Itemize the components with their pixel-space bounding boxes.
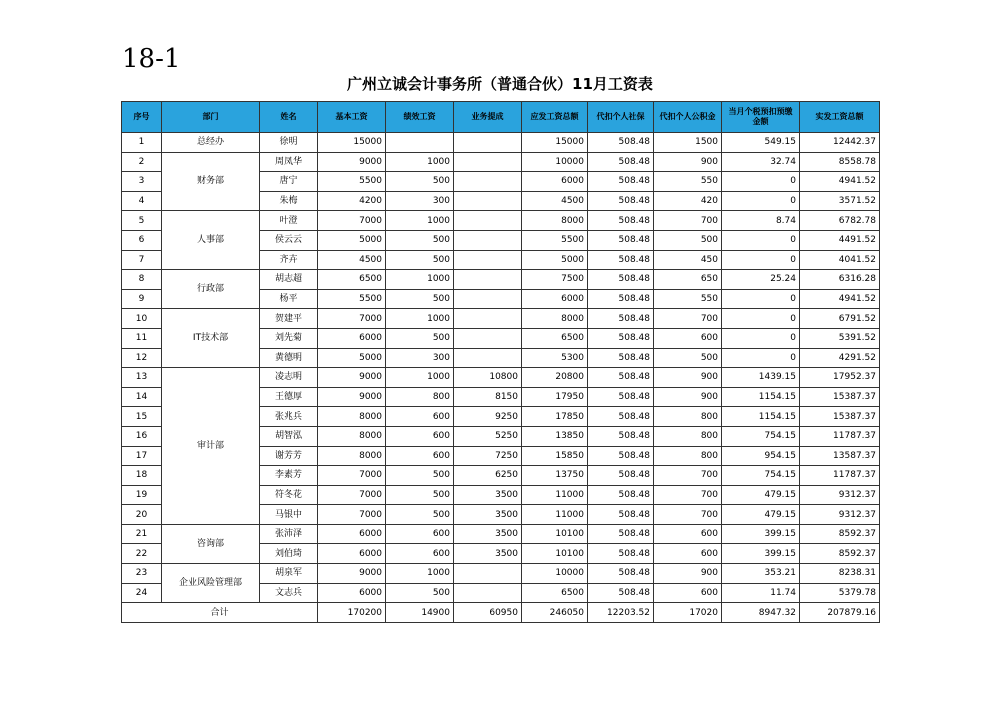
social-security-cell: 508.48 bbox=[588, 524, 654, 544]
gross-pay-cell: 5500 bbox=[522, 230, 588, 250]
col-header-net: 实发工资总额 bbox=[800, 102, 880, 133]
housing-fund-cell: 700 bbox=[654, 466, 722, 486]
income-tax-cell: 0 bbox=[722, 191, 800, 211]
table-row bbox=[122, 564, 880, 584]
department-cell: 审计部 bbox=[162, 368, 260, 525]
employee-name-cell: 徐明 bbox=[260, 133, 318, 153]
performance-pay-cell: 500 bbox=[386, 466, 454, 486]
social-security-cell: 508.48 bbox=[588, 172, 654, 192]
gross-pay-cell: 10000 bbox=[522, 564, 588, 584]
row-number-cell: 1 bbox=[122, 133, 162, 153]
social-security-cell: 508.48 bbox=[588, 368, 654, 388]
employee-name-cell: 马银中 bbox=[260, 505, 318, 525]
base-salary-cell: 7000 bbox=[318, 309, 386, 329]
housing-fund-cell: 900 bbox=[654, 152, 722, 172]
net-pay-cell: 5379.78 bbox=[800, 583, 880, 603]
employee-name-cell: 贺建平 bbox=[260, 309, 318, 329]
performance-pay-cell: 600 bbox=[386, 426, 454, 446]
social-security-cell: 508.48 bbox=[588, 446, 654, 466]
commission-cell bbox=[454, 309, 522, 329]
net-pay-cell: 6782.78 bbox=[800, 211, 880, 231]
row-number-cell: 2 bbox=[122, 152, 162, 172]
net-pay-cell: 4941.52 bbox=[800, 289, 880, 309]
performance-pay-cell: 500 bbox=[386, 230, 454, 250]
commission-cell bbox=[454, 289, 522, 309]
commission-cell: 9250 bbox=[454, 407, 522, 427]
housing-fund-cell: 550 bbox=[654, 289, 722, 309]
base-salary-cell: 5000 bbox=[318, 230, 386, 250]
performance-pay-cell: 500 bbox=[386, 583, 454, 603]
row-number-cell: 18 bbox=[122, 466, 162, 486]
row-number-cell: 11 bbox=[122, 328, 162, 348]
gross-pay-cell: 6000 bbox=[522, 172, 588, 192]
base-salary-cell: 4200 bbox=[318, 191, 386, 211]
employee-name-cell: 侯云云 bbox=[260, 230, 318, 250]
employee-name-cell: 张兆兵 bbox=[260, 407, 318, 427]
gross-pay-cell: 5000 bbox=[522, 250, 588, 270]
social-security-cell: 508.48 bbox=[588, 407, 654, 427]
row-number-cell: 15 bbox=[122, 407, 162, 427]
commission-cell: 6250 bbox=[454, 466, 522, 486]
base-salary-cell: 6000 bbox=[318, 524, 386, 544]
housing-fund-cell: 1500 bbox=[654, 133, 722, 153]
housing-fund-cell: 800 bbox=[654, 407, 722, 427]
base-salary-cell: 7000 bbox=[318, 485, 386, 505]
gross-pay-cell: 20800 bbox=[522, 368, 588, 388]
housing-fund-cell: 900 bbox=[654, 387, 722, 407]
net-pay-cell: 15387.37 bbox=[800, 387, 880, 407]
table-row bbox=[122, 309, 880, 329]
commission-cell bbox=[454, 250, 522, 270]
col-header-social-security: 代扣个人社保 bbox=[588, 102, 654, 133]
housing-fund-cell: 650 bbox=[654, 270, 722, 290]
income-tax-cell: 353.21 bbox=[722, 564, 800, 584]
commission-cell bbox=[454, 230, 522, 250]
housing-fund-cell: 700 bbox=[654, 309, 722, 329]
table-header-row bbox=[122, 102, 880, 133]
income-tax-cell: 0 bbox=[722, 328, 800, 348]
base-salary-cell: 5500 bbox=[318, 289, 386, 309]
net-pay-cell: 4291.52 bbox=[800, 348, 880, 368]
table-row bbox=[122, 368, 880, 388]
row-number-cell: 23 bbox=[122, 564, 162, 584]
row-number-cell: 14 bbox=[122, 387, 162, 407]
base-salary-cell: 8000 bbox=[318, 426, 386, 446]
col-header-commission: 业务提成 bbox=[454, 102, 522, 133]
net-pay-cell: 5391.52 bbox=[800, 328, 880, 348]
social-security-cell: 508.48 bbox=[588, 485, 654, 505]
net-pay-cell: 8238.31 bbox=[800, 564, 880, 584]
employee-name-cell: 胡智泓 bbox=[260, 426, 318, 446]
row-number-cell: 8 bbox=[122, 270, 162, 290]
base-salary-cell: 9000 bbox=[318, 368, 386, 388]
table-row bbox=[122, 152, 880, 172]
performance-pay-cell: 1000 bbox=[386, 152, 454, 172]
commission-cell bbox=[454, 328, 522, 348]
row-number-cell: 19 bbox=[122, 485, 162, 505]
income-tax-cell: 479.15 bbox=[722, 505, 800, 525]
housing-fund-cell: 700 bbox=[654, 485, 722, 505]
department-cell: 咨询部 bbox=[162, 524, 260, 563]
social-security-cell: 508.48 bbox=[588, 191, 654, 211]
employee-name-cell: 黄德明 bbox=[260, 348, 318, 368]
social-security-cell: 508.48 bbox=[588, 152, 654, 172]
income-tax-cell: 0 bbox=[722, 309, 800, 329]
row-number-cell: 20 bbox=[122, 505, 162, 525]
net-pay-cell: 8592.37 bbox=[800, 544, 880, 564]
net-pay-cell: 6791.52 bbox=[800, 309, 880, 329]
department-cell: 人事部 bbox=[162, 211, 260, 270]
employee-name-cell: 文志兵 bbox=[260, 583, 318, 603]
base-salary-cell: 9000 bbox=[318, 564, 386, 584]
social-security-cell: 508.48 bbox=[588, 328, 654, 348]
social-security-cell: 508.48 bbox=[588, 544, 654, 564]
income-tax-cell: 1154.15 bbox=[722, 387, 800, 407]
col-header-perf: 绩效工资 bbox=[386, 102, 454, 133]
housing-fund-cell: 800 bbox=[654, 446, 722, 466]
commission-cell: 3500 bbox=[454, 544, 522, 564]
commission-cell bbox=[454, 583, 522, 603]
income-tax-cell: 32.74 bbox=[722, 152, 800, 172]
gross-pay-cell: 5300 bbox=[522, 348, 588, 368]
col-header-no: 序号 bbox=[122, 102, 162, 133]
employee-name-cell: 胡泉军 bbox=[260, 564, 318, 584]
income-tax-cell: 0 bbox=[722, 230, 800, 250]
net-pay-cell: 17952.37 bbox=[800, 368, 880, 388]
net-pay-cell: 13587.37 bbox=[800, 446, 880, 466]
commission-cell bbox=[454, 133, 522, 153]
social-security-cell: 508.48 bbox=[588, 133, 654, 153]
income-tax-cell: 954.15 bbox=[722, 446, 800, 466]
totals-commission: 60950 bbox=[454, 603, 522, 623]
social-security-cell: 508.48 bbox=[588, 466, 654, 486]
net-pay-cell: 8592.37 bbox=[800, 524, 880, 544]
commission-cell bbox=[454, 172, 522, 192]
col-header-name: 姓名 bbox=[260, 102, 318, 133]
base-salary-cell: 5000 bbox=[318, 348, 386, 368]
gross-pay-cell: 10000 bbox=[522, 152, 588, 172]
employee-name-cell: 叶澄 bbox=[260, 211, 318, 231]
net-pay-cell: 4041.52 bbox=[800, 250, 880, 270]
performance-pay-cell: 800 bbox=[386, 387, 454, 407]
employee-name-cell: 刘伯琦 bbox=[260, 544, 318, 564]
net-pay-cell: 11787.37 bbox=[800, 466, 880, 486]
net-pay-cell: 12442.37 bbox=[800, 133, 880, 153]
base-salary-cell: 15000 bbox=[318, 133, 386, 153]
housing-fund-cell: 420 bbox=[654, 191, 722, 211]
performance-pay-cell: 500 bbox=[386, 328, 454, 348]
net-pay-cell: 6316.28 bbox=[800, 270, 880, 290]
social-security-cell: 508.48 bbox=[588, 583, 654, 603]
gross-pay-cell: 13850 bbox=[522, 426, 588, 446]
housing-fund-cell: 600 bbox=[654, 328, 722, 348]
net-pay-cell: 8558.78 bbox=[800, 152, 880, 172]
commission-cell bbox=[454, 191, 522, 211]
table-row bbox=[122, 211, 880, 231]
social-security-cell: 508.48 bbox=[588, 289, 654, 309]
performance-pay-cell: 1000 bbox=[386, 270, 454, 290]
row-number-cell: 12 bbox=[122, 348, 162, 368]
gross-pay-cell: 7500 bbox=[522, 270, 588, 290]
page-number: 18-1 bbox=[122, 44, 181, 74]
income-tax-cell: 0 bbox=[722, 172, 800, 192]
income-tax-cell: 8.74 bbox=[722, 211, 800, 231]
social-security-cell: 508.48 bbox=[588, 211, 654, 231]
gross-pay-cell: 8000 bbox=[522, 211, 588, 231]
col-header-housing-fund: 代扣个人公积金 bbox=[654, 102, 722, 133]
base-salary-cell: 6500 bbox=[318, 270, 386, 290]
income-tax-cell: 399.15 bbox=[722, 544, 800, 564]
housing-fund-cell: 450 bbox=[654, 250, 722, 270]
gross-pay-cell: 8000 bbox=[522, 309, 588, 329]
base-salary-cell: 4500 bbox=[318, 250, 386, 270]
performance-pay-cell: 500 bbox=[386, 172, 454, 192]
housing-fund-cell: 600 bbox=[654, 524, 722, 544]
totals-housing-fund: 17020 bbox=[654, 603, 722, 623]
row-number-cell: 10 bbox=[122, 309, 162, 329]
performance-pay-cell: 500 bbox=[386, 505, 454, 525]
net-pay-cell: 11787.37 bbox=[800, 426, 880, 446]
gross-pay-cell: 6500 bbox=[522, 583, 588, 603]
row-number-cell: 9 bbox=[122, 289, 162, 309]
totals-tax: 8947.32 bbox=[722, 603, 800, 623]
employee-name-cell: 谢芳芳 bbox=[260, 446, 318, 466]
performance-pay-cell: 500 bbox=[386, 289, 454, 309]
totals-base: 170200 bbox=[318, 603, 386, 623]
employee-name-cell: 凌志明 bbox=[260, 368, 318, 388]
gross-pay-cell: 4500 bbox=[522, 191, 588, 211]
income-tax-cell: 549.15 bbox=[722, 133, 800, 153]
performance-pay-cell: 1000 bbox=[386, 211, 454, 231]
base-salary-cell: 7000 bbox=[318, 505, 386, 525]
base-salary-cell: 9000 bbox=[318, 387, 386, 407]
commission-cell bbox=[454, 348, 522, 368]
department-cell: 行政部 bbox=[162, 270, 260, 309]
row-number-cell: 5 bbox=[122, 211, 162, 231]
commission-cell: 3500 bbox=[454, 524, 522, 544]
employee-name-cell: 齐卉 bbox=[260, 250, 318, 270]
commission-cell bbox=[454, 211, 522, 231]
commission-cell bbox=[454, 270, 522, 290]
commission-cell: 10800 bbox=[454, 368, 522, 388]
gross-pay-cell: 6000 bbox=[522, 289, 588, 309]
employee-name-cell: 刘先菊 bbox=[260, 328, 318, 348]
performance-pay-cell bbox=[386, 133, 454, 153]
net-pay-cell: 4491.52 bbox=[800, 230, 880, 250]
gross-pay-cell: 17850 bbox=[522, 407, 588, 427]
employee-name-cell: 唐宁 bbox=[260, 172, 318, 192]
row-number-cell: 7 bbox=[122, 250, 162, 270]
income-tax-cell: 25.24 bbox=[722, 270, 800, 290]
income-tax-cell: 0 bbox=[722, 289, 800, 309]
employee-name-cell: 李素芳 bbox=[260, 466, 318, 486]
performance-pay-cell: 300 bbox=[386, 348, 454, 368]
social-security-cell: 508.48 bbox=[588, 348, 654, 368]
net-pay-cell: 4941.52 bbox=[800, 172, 880, 192]
social-security-cell: 508.48 bbox=[588, 387, 654, 407]
base-salary-cell: 8000 bbox=[318, 446, 386, 466]
base-salary-cell: 7000 bbox=[318, 466, 386, 486]
employee-name-cell: 王德厚 bbox=[260, 387, 318, 407]
commission-cell: 7250 bbox=[454, 446, 522, 466]
housing-fund-cell: 550 bbox=[654, 172, 722, 192]
department-cell: IT技术部 bbox=[162, 309, 260, 368]
social-security-cell: 508.48 bbox=[588, 270, 654, 290]
base-salary-cell: 6000 bbox=[318, 328, 386, 348]
housing-fund-cell: 600 bbox=[654, 544, 722, 564]
base-salary-cell: 6000 bbox=[318, 544, 386, 564]
gross-pay-cell: 6500 bbox=[522, 328, 588, 348]
totals-perf: 14900 bbox=[386, 603, 454, 623]
gross-pay-cell: 17950 bbox=[522, 387, 588, 407]
row-number-cell: 17 bbox=[122, 446, 162, 466]
income-tax-cell: 1154.15 bbox=[722, 407, 800, 427]
performance-pay-cell: 600 bbox=[386, 446, 454, 466]
row-number-cell: 3 bbox=[122, 172, 162, 192]
social-security-cell: 508.48 bbox=[588, 564, 654, 584]
totals-social-security: 12203.52 bbox=[588, 603, 654, 623]
commission-cell: 8150 bbox=[454, 387, 522, 407]
social-security-cell: 508.48 bbox=[588, 309, 654, 329]
gross-pay-cell: 15850 bbox=[522, 446, 588, 466]
row-number-cell: 24 bbox=[122, 583, 162, 603]
totals-row bbox=[122, 603, 880, 623]
performance-pay-cell: 600 bbox=[386, 544, 454, 564]
totals-net: 207879.16 bbox=[800, 603, 880, 623]
performance-pay-cell: 300 bbox=[386, 191, 454, 211]
performance-pay-cell: 1000 bbox=[386, 309, 454, 329]
commission-cell bbox=[454, 564, 522, 584]
income-tax-cell: 754.15 bbox=[722, 466, 800, 486]
row-number-cell: 16 bbox=[122, 426, 162, 446]
housing-fund-cell: 900 bbox=[654, 368, 722, 388]
social-security-cell: 508.48 bbox=[588, 230, 654, 250]
col-header-dept: 部门 bbox=[162, 102, 260, 133]
social-security-cell: 508.48 bbox=[588, 505, 654, 525]
employee-name-cell: 胡志超 bbox=[260, 270, 318, 290]
housing-fund-cell: 800 bbox=[654, 426, 722, 446]
row-number-cell: 6 bbox=[122, 230, 162, 250]
gross-pay-cell: 13750 bbox=[522, 466, 588, 486]
housing-fund-cell: 700 bbox=[654, 505, 722, 525]
performance-pay-cell: 500 bbox=[386, 250, 454, 270]
performance-pay-cell: 1000 bbox=[386, 368, 454, 388]
housing-fund-cell: 900 bbox=[654, 564, 722, 584]
net-pay-cell: 15387.37 bbox=[800, 407, 880, 427]
row-number-cell: 21 bbox=[122, 524, 162, 544]
income-tax-cell: 0 bbox=[722, 250, 800, 270]
performance-pay-cell: 500 bbox=[386, 485, 454, 505]
row-number-cell: 4 bbox=[122, 191, 162, 211]
housing-fund-cell: 600 bbox=[654, 583, 722, 603]
income-tax-cell: 754.15 bbox=[722, 426, 800, 446]
base-salary-cell: 9000 bbox=[318, 152, 386, 172]
social-security-cell: 508.48 bbox=[588, 426, 654, 446]
employee-name-cell: 张沛泽 bbox=[260, 524, 318, 544]
net-pay-cell: 9312.37 bbox=[800, 485, 880, 505]
employee-name-cell: 杨平 bbox=[260, 289, 318, 309]
gross-pay-cell: 10100 bbox=[522, 544, 588, 564]
gross-pay-cell: 10100 bbox=[522, 524, 588, 544]
table-row bbox=[122, 133, 880, 153]
income-tax-cell: 11.74 bbox=[722, 583, 800, 603]
performance-pay-cell: 600 bbox=[386, 524, 454, 544]
net-pay-cell: 9312.37 bbox=[800, 505, 880, 525]
commission-cell: 3500 bbox=[454, 505, 522, 525]
col-header-tax: 当月个税预扣预缴金额 bbox=[722, 102, 800, 133]
gross-pay-cell: 15000 bbox=[522, 133, 588, 153]
department-cell: 企业风险管理部 bbox=[162, 564, 260, 603]
income-tax-cell: 1439.15 bbox=[722, 368, 800, 388]
department-cell: 财务部 bbox=[162, 152, 260, 211]
housing-fund-cell: 700 bbox=[654, 211, 722, 231]
employee-name-cell: 周凤华 bbox=[260, 152, 318, 172]
income-tax-cell: 0 bbox=[722, 348, 800, 368]
base-salary-cell: 5500 bbox=[318, 172, 386, 192]
commission-cell: 3500 bbox=[454, 485, 522, 505]
performance-pay-cell: 600 bbox=[386, 407, 454, 427]
row-number-cell: 13 bbox=[122, 368, 162, 388]
document-title: 广州立诚会计事务所（普通合伙）11月工资表 bbox=[347, 75, 653, 93]
base-salary-cell: 8000 bbox=[318, 407, 386, 427]
net-pay-cell: 3571.52 bbox=[800, 191, 880, 211]
totals-label: 合计 bbox=[122, 603, 318, 623]
income-tax-cell: 479.15 bbox=[722, 485, 800, 505]
commission-cell bbox=[454, 152, 522, 172]
base-salary-cell: 7000 bbox=[318, 211, 386, 231]
col-header-gross: 应发工资总额 bbox=[522, 102, 588, 133]
employee-name-cell: 朱梅 bbox=[260, 191, 318, 211]
gross-pay-cell: 11000 bbox=[522, 505, 588, 525]
department-cell: 总经办 bbox=[162, 133, 260, 153]
gross-pay-cell: 11000 bbox=[522, 485, 588, 505]
housing-fund-cell: 500 bbox=[654, 230, 722, 250]
income-tax-cell: 399.15 bbox=[722, 524, 800, 544]
commission-cell: 5250 bbox=[454, 426, 522, 446]
row-number-cell: 22 bbox=[122, 544, 162, 564]
base-salary-cell: 6000 bbox=[318, 583, 386, 603]
payroll-table bbox=[121, 101, 880, 623]
employee-name-cell: 符冬花 bbox=[260, 485, 318, 505]
totals-gross: 246050 bbox=[522, 603, 588, 623]
performance-pay-cell: 1000 bbox=[386, 564, 454, 584]
table-row bbox=[122, 270, 880, 290]
col-header-base: 基本工资 bbox=[318, 102, 386, 133]
housing-fund-cell: 500 bbox=[654, 348, 722, 368]
table-row bbox=[122, 524, 880, 544]
social-security-cell: 508.48 bbox=[588, 250, 654, 270]
